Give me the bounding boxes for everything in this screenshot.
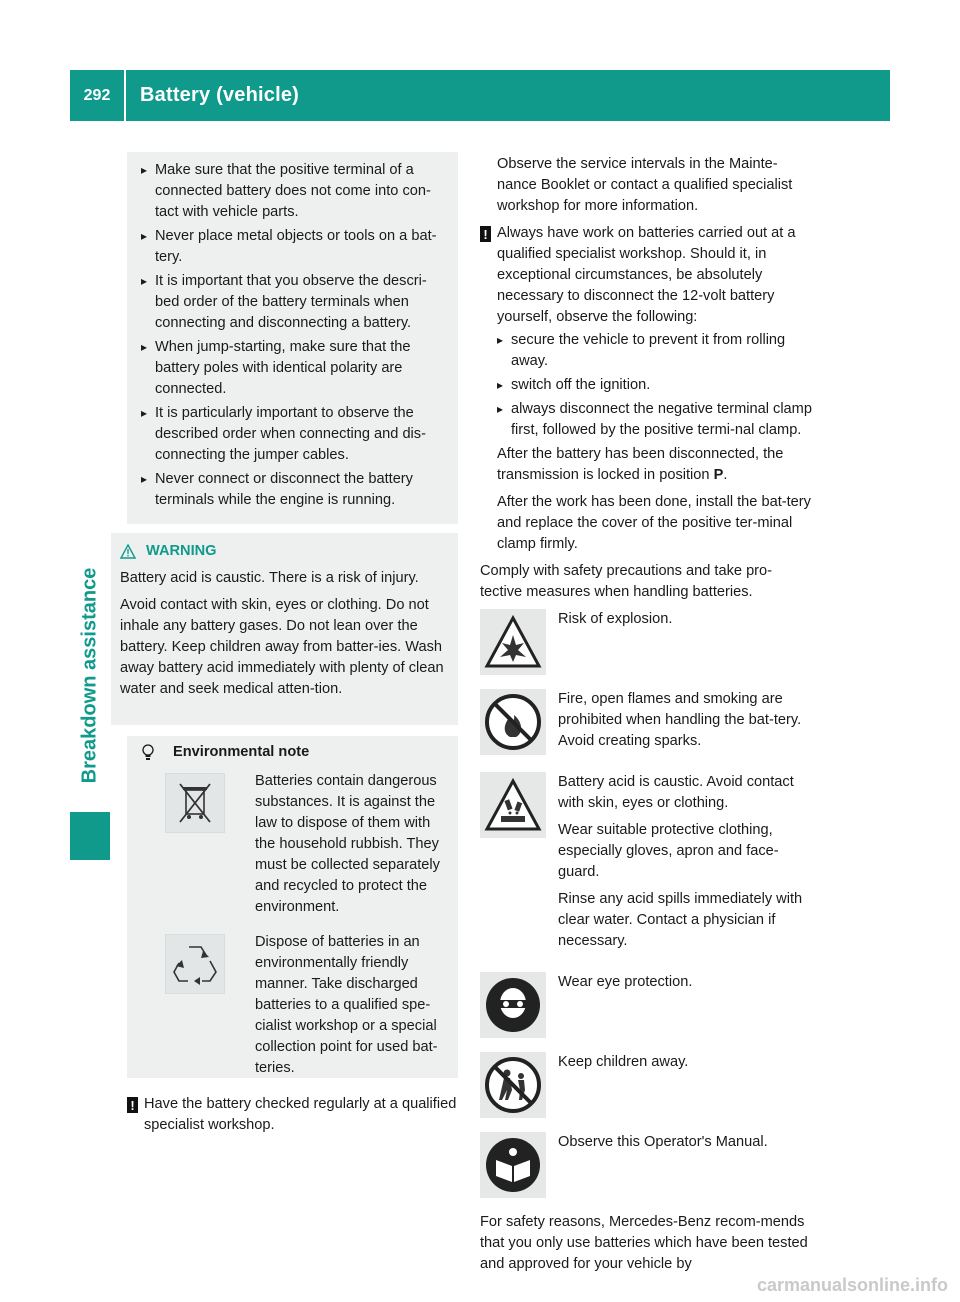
position-p: P <box>713 467 724 483</box>
safety-symbol-line: Battery acid is caustic. Avoid contact with skin, eyes or clothing. <box>558 774 794 811</box>
safety-symbol-item <box>480 1132 812 1198</box>
environmental-note-heading <box>141 742 448 763</box>
battery-terminal-bullet-list <box>141 160 450 511</box>
battery-check-notice <box>127 1094 464 1136</box>
list-item: ▸ Never connect or disconnect the battery terminals while the engine is running. <box>141 469 450 511</box>
section-side-label <box>70 535 110 815</box>
eye-protection-icon <box>480 972 546 1038</box>
safety-symbol-text <box>558 1132 812 1198</box>
list-item: ▸ Never place metal objects or tools on a bat-tery. <box>141 226 450 268</box>
keep-children-away-icon <box>480 1052 546 1118</box>
safety-symbol-text <box>558 972 812 1038</box>
section-marker-block <box>70 812 110 860</box>
read-manual-icon <box>480 1132 546 1198</box>
list-item: ▸ Make sure that the positive terminal of a connected battery does not come into con-tact with vehicle parts. <box>141 160 450 223</box>
explosion-warning-icon <box>480 609 546 675</box>
environmental-note-item <box>141 773 448 918</box>
environmental-note-box <box>127 736 458 1078</box>
safety-symbol-item <box>480 972 812 1038</box>
list-item: ▸ It is important that you observe the descri-bed order of the battery terminals when connecting and disconnecting a battery. <box>141 271 450 334</box>
list-item: ▸ always disconnect the negative terminal clamp first, followed by the positive termi-nal clamp. <box>497 399 812 441</box>
safety-symbol-item <box>480 772 812 958</box>
approved-batteries-paragraph: For safety reasons, Mercedes-Benz recom-mends that you only use batteries which have been tested and approved for your vehicle by <box>480 1214 808 1272</box>
no-fire-icon <box>480 689 546 755</box>
page-header <box>70 70 890 121</box>
battery-check-notice-text: Have the battery checked regularly at a qualified specialist workshop. <box>144 1096 457 1133</box>
safety-symbol-text <box>558 689 812 758</box>
exclamation-icon: ! <box>480 226 491 242</box>
safety-symbol-line: Fire, open flames and smoking are prohibited when handling the bat-tery. Avoid creating sparks. <box>558 691 802 749</box>
disconnect-steps-list <box>480 330 812 441</box>
transmission-locked-text: After the battery has been disconnected, the transmission is locked in position <box>497 446 784 483</box>
exclamation-icon: ! <box>127 1097 138 1113</box>
safety-symbol-line: Wear eye protection. <box>558 974 693 990</box>
battery-terminal-bullets-box <box>127 152 458 524</box>
list-item: ▸ It is particularly important to observe the described order when connecting and dis-connecting the jumper cables. <box>141 403 450 466</box>
safety-symbol-item <box>480 609 812 675</box>
environmental-note-item <box>141 934 448 1079</box>
transmission-locked-paragraph <box>480 444 812 486</box>
battery-work-notice <box>480 223 812 328</box>
safety-symbol-line: Keep children away. <box>558 1054 689 1070</box>
warning-box <box>111 533 458 725</box>
safety-symbol-item <box>480 689 812 758</box>
safety-symbol-line: Wear suitable protective clothing, especially gloves, apron and face-guard. <box>558 822 779 880</box>
warning-title: WARNING <box>146 543 217 559</box>
recycle-icon <box>165 934 225 994</box>
transmission-locked-end: . <box>723 467 728 483</box>
list-item: ▸ secure the vehicle to prevent it from rolling away. <box>497 330 812 372</box>
section-side-label-text: Breakdown assistance <box>78 567 101 783</box>
watermark: carmanualsonline.info <box>756 1275 948 1295</box>
safety-symbol-text <box>558 1052 812 1118</box>
warning-paragraph: Avoid contact with skin, eyes or clothing. Do not inhale any battery gases. Do not lean over the battery. Keep children away from batter-ies. Wash away battery acid immediately with plenty of clean water and seek medical atten-tion. <box>120 597 444 697</box>
battery-work-notice-text: Always have work on batteries carried out at a qualified specialist workshop. Should it, in exceptional circumstances, be absolutely necessary to disconnect the 12-volt battery yourself, observe the following: <box>497 225 796 325</box>
safety-symbol-line: Risk of explosion. <box>558 611 673 627</box>
environmental-note-text: Dispose of batteries in an environmentally friendly manner. Take discharged batteries to a qualified spe-cialist workshop or a special collection point for used bat-teries. <box>255 934 438 1076</box>
safety-symbol-line: Observe this Operator's Manual. <box>558 1134 768 1150</box>
warning-paragraph: Battery acid is caustic. There is a risk of injury. <box>120 570 419 586</box>
page-number: 292 <box>70 70 126 121</box>
safety-precautions-paragraph: Comply with safety precautions and take pro-tective measures when handling batteries. <box>480 563 773 600</box>
right-column <box>480 154 812 1281</box>
safety-symbol-item <box>480 1052 812 1118</box>
service-intervals-paragraph: Observe the service intervals in the Mainte-nance Booklet or contact a qualified specialist workshop for more information. <box>497 156 793 214</box>
safety-symbols-list <box>480 609 812 1198</box>
install-battery-paragraph: After the work has been done, install the bat-tery and replace the cover of the positive ter-minal clamp firmly. <box>497 494 811 552</box>
list-item: ▸ switch off the ignition. <box>497 375 812 396</box>
environmental-note-title: Environmental note <box>173 744 310 760</box>
warning-heading <box>120 541 450 562</box>
environmental-note-text: Batteries contain dangerous substances. It is against the law to dispose of them with the household rubbish. They must be collected separately and recycled to protect the environment. <box>255 773 440 915</box>
safety-symbol-text <box>558 772 812 958</box>
safety-symbol-text <box>558 609 812 675</box>
corrosive-warning-icon <box>480 772 546 838</box>
safety-symbol-line: Rinse any acid spills immediately with clear water. Contact a physician if necessary. <box>558 891 803 949</box>
list-item: ▸ When jump-starting, make sure that the battery poles with identical polarity are connected. <box>141 337 450 400</box>
crossed-bin-icon <box>165 773 225 833</box>
lightbulb-icon <box>141 744 155 762</box>
page-title: Battery (vehicle) <box>140 84 300 106</box>
warning-triangle-icon <box>120 544 136 559</box>
